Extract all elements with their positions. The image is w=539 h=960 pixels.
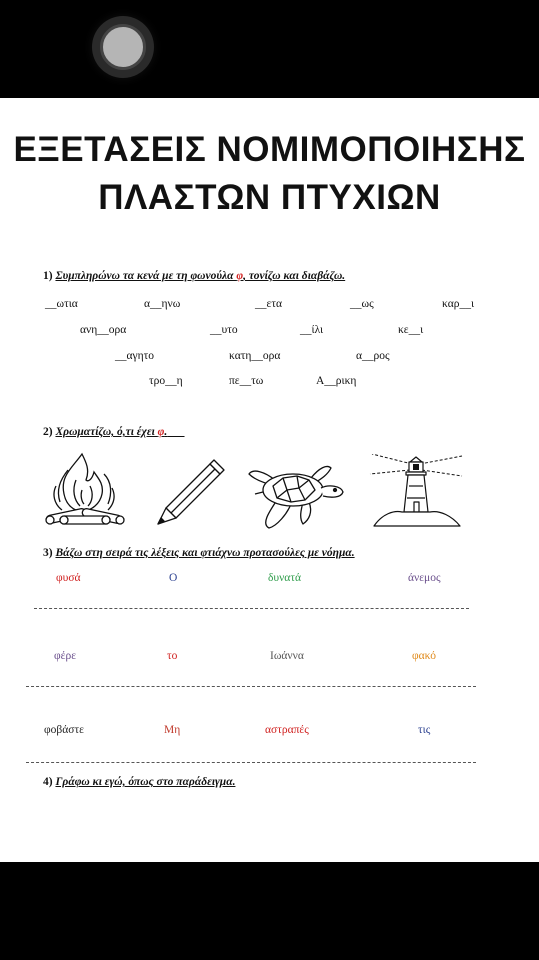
q1-instruction: [55, 270, 345, 282]
q1-word: ανη__ορα: [80, 324, 127, 336]
q2-instruction: [55, 426, 184, 438]
q4-instruction: Γράφω κι εγώ, όπως στο παράδειγμα.: [55, 776, 236, 788]
q3-word: Μη: [164, 724, 181, 736]
q1-word: __αγητο: [115, 350, 154, 362]
q1-word: Α__ρικη: [316, 375, 357, 387]
q3-word: φοβάστε: [44, 724, 84, 736]
q3-word: το: [167, 650, 178, 662]
q3-instruction: Βάζω στη σειρά τις λέξεις και φτιάχνω προτασούλες με νόημα.: [55, 547, 355, 559]
q3-word: Ιωάννα: [270, 650, 304, 662]
home-button-inner[interactable]: [100, 24, 146, 70]
answer-line[interactable]: [26, 686, 476, 687]
title-line-1: ΕΞΕΤΑΣΕΙΣ ΝΟΜΙΜΟΠΟΙΗΣΗΣ: [13, 130, 526, 169]
q1-word: __ετα: [255, 298, 282, 310]
lighthouse-icon[interactable]: [368, 454, 464, 530]
q1-instruction-end: , τονίζω και διαβάζω.: [243, 270, 346, 282]
q2-number: 2): [43, 426, 53, 438]
q4-number: 4): [43, 776, 53, 788]
q1-word: πε__τω: [229, 375, 264, 387]
q3-word: φακό: [412, 650, 436, 662]
q3-word: αστραπές: [265, 724, 309, 736]
q1-instruction-text: Συμπληρώνω τα κενά με τη φωνούλα: [55, 270, 237, 282]
pencil-icon[interactable]: [152, 456, 228, 526]
q1-word: __ως: [350, 298, 374, 310]
q3-word: Ο: [169, 572, 178, 584]
question-3: [43, 547, 355, 559]
answer-line[interactable]: [34, 608, 469, 609]
q2-instruction-text: Χρωματίζω, ό,τι έχει: [55, 426, 158, 438]
q2-letter: φ: [157, 426, 165, 438]
campfire-icon[interactable]: [42, 450, 128, 532]
question-4: [43, 776, 235, 788]
q1-word: __ίλι: [300, 324, 324, 336]
q3-number: 3): [43, 547, 53, 559]
q3-word: φέρε: [54, 650, 77, 662]
home-button[interactable]: [92, 16, 154, 78]
q1-word: κατη__ορα: [229, 350, 281, 362]
title-line-2: ΠΛΑΣΤΩΝ ΠΤΥΧΙΩΝ: [98, 178, 441, 217]
q1-word: τρο__η: [149, 375, 183, 387]
q1-word: κε__ι: [398, 324, 424, 336]
q1-number: 1): [43, 270, 53, 282]
q2-instruction-end: .: [164, 426, 168, 438]
answer-line[interactable]: [26, 762, 476, 763]
question-1: [43, 270, 345, 282]
q1-word: α__ηνω: [144, 298, 181, 310]
q1-letter: φ: [236, 270, 244, 282]
q1-word: α__ρος: [356, 350, 390, 362]
q1-word: __υτο: [210, 324, 238, 336]
q3-word: δυνατά: [268, 572, 301, 584]
q1-word: __ωτια: [45, 298, 78, 310]
worksheet: [0, 98, 539, 862]
turtle-icon[interactable]: [247, 458, 347, 530]
question-2: [43, 426, 185, 438]
q3-word: άνεμος: [408, 572, 441, 584]
q1-word: καρ__ι: [442, 298, 475, 310]
q3-word: τις: [418, 724, 431, 736]
q3-word: φυσά: [56, 572, 81, 584]
